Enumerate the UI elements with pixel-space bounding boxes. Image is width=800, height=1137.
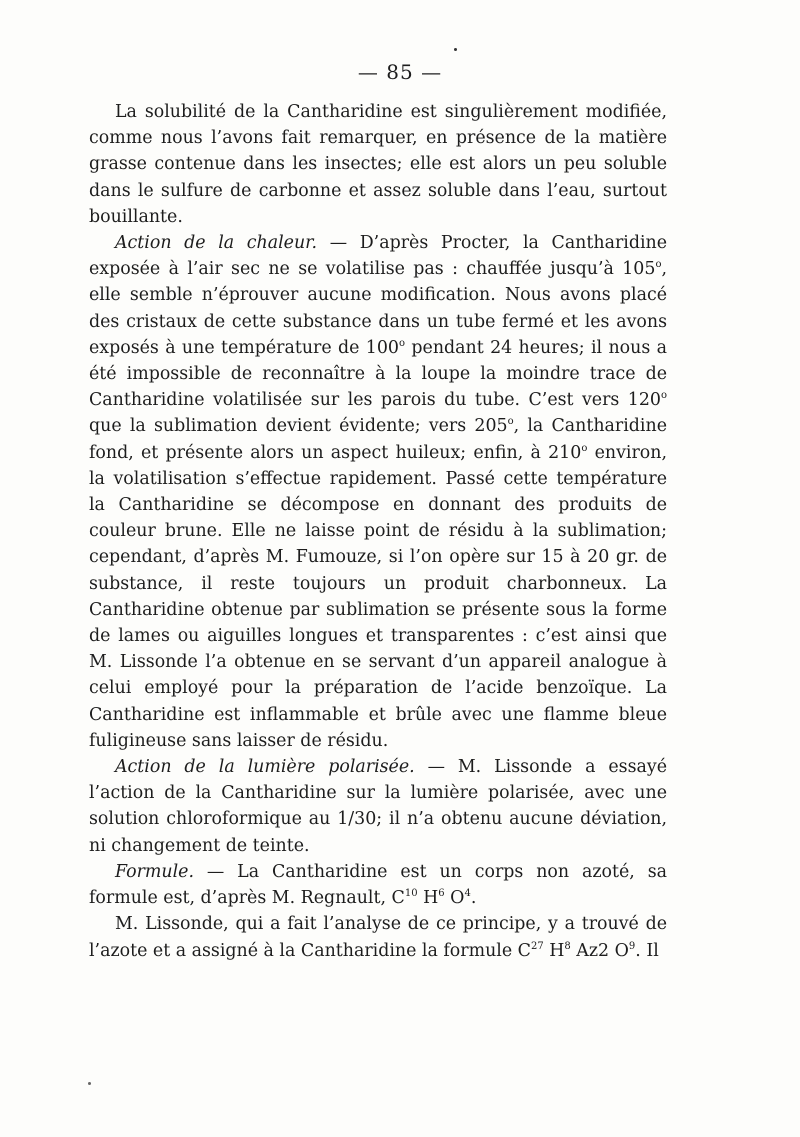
- paragraph-lissonde-analysis: M. Lissonde, qui a fait l’analyse de ce principe, y a trouvé de l’azote et a assigné à la Cantharidine la formule $C^{27}$ $H^8$ Az2 $O^9$. Il: [89, 914, 667, 961]
- paragraph-formula: Formule. — La Cantharidine est un corps non azoté, sa formule est, d’après M. Regnault, $C^{10}$ $H^6$ $O^4$.: [89, 861, 667, 909]
- body-text: [89, 99, 667, 964]
- paragraph-solubility: La solubilité de la Cantharidine est singulièrement modifiée, comme nous l’avons fait remarquer, en présence de la matière grasse contenue dans les insectes; elle est alors un peu soluble dans le sulfure de carbonne et assez soluble dans l’eau, surtout bouillante.: [89, 102, 667, 227]
- paragraph-heat: Action de la chaleur. — D’après Procter, la Cantharidine exposée à l’air sec ne se volatilise pas : chauffée jusqu’à 105$^o$, elle semble n’éprouver aucune modification. Nous avons placé des cristaux de cette substance dans un tube fermé et les avons exposés à une température de 100$^o$ pendant 24 heures; il nous a été impossible de reconnaître à la loupe la moindre trace de Cantharidine volatilisée sur les parois du tube. C’est vers 120$^o$ que la sublimation devient évidente; vers 205$^o$, la Cantharidine fond, et présente alors un aspect huileux; enfin, à 210$^o$ environ, la volatilisation s’effectue rapidement. Passé cette température la Cantharidine se décompose en donnant des produits de couleur brune. Elle ne laisse point de résidu à la sublimation; cependant, d’après M. Fumouze, si l’on opère sur 15 à 20 gr. de substance, il reste toujours un produit charbonneux. La Cantharidine obtenue par sublimation se présente sous la forme de lames ou aiguilles longues et transparentes : c’est ainsi que M. Lissonde l’a obtenue en se servant d’un appareil analogue à celui employé pour la préparation de l’acide benzoïque. La Cantharidine est inflammable et brûle avec une flamme bleue fuligineuse sans laisser de résidu.: [89, 233, 668, 751]
- print-speck: [454, 48, 457, 51]
- section-heading-formula: Formule.: [115, 861, 194, 882]
- section-heading-heat: Action de la chaleur.: [115, 233, 318, 254]
- print-speck-bottom: [88, 1082, 91, 1085]
- section-heading-polarized-light: Action de la lumière polarisée.: [115, 757, 415, 778]
- paragraph-polarized-light: Action de la lumière polarisée. — M. Lissonde a essayé l’action de la Cantharidine sur la lumière polarisée, avec une solution chloroformique au 1/30; il n’a obtenu aucune déviation, ni changement de teinte.: [89, 757, 667, 856]
- page-number: — 85 —: [357, 60, 443, 84]
